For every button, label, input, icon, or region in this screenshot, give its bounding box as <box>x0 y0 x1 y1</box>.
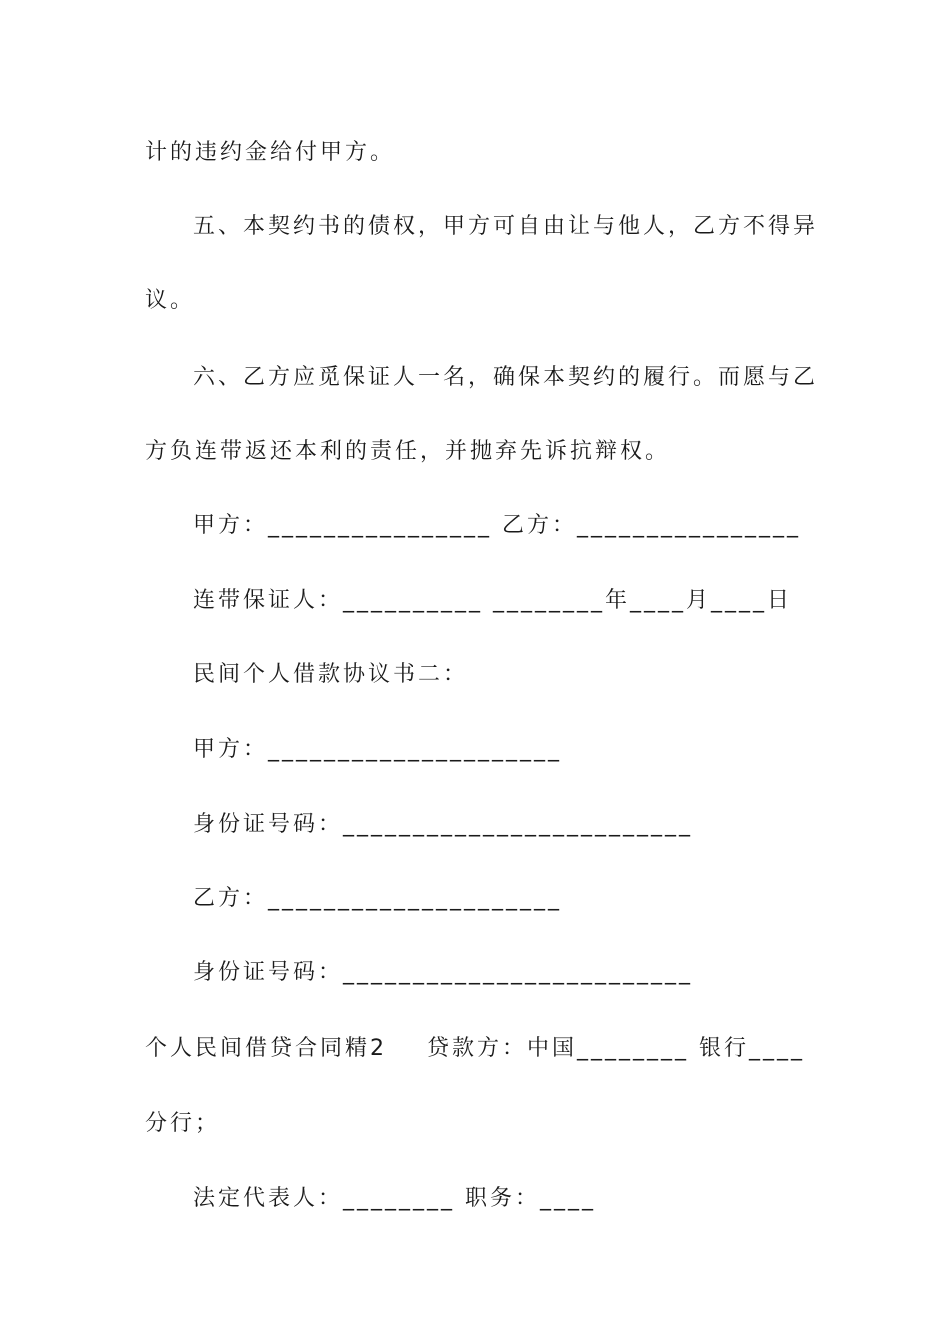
clause-five-line: 五、本契约书的债权，甲方可自由让与他人，乙方不得异 <box>193 214 819 239</box>
text-line: 议。 <box>145 288 196 313</box>
party-a-field: 甲方：_____________________ <box>193 737 563 762</box>
clause-six-line: 六、乙方应觅保证人一名，确保本契约的履行。而愿与乙 <box>193 365 819 390</box>
text-line: 计的违约金给付甲方。 <box>145 140 396 165</box>
party-b-field: 乙方：_____________________ <box>193 886 563 911</box>
text-line: 方负连带返还本利的责任，并抛弃先诉抗辩权。 <box>145 439 671 464</box>
section-heading: 民间个人借款协议书二： <box>193 662 469 687</box>
guarantor-date-line: 连带保证人：__________ ________年____月____日 <box>193 588 792 613</box>
text-line: 分行； <box>145 1111 221 1136</box>
party-a-id-field: 身份证号码：_________________________ <box>193 812 694 837</box>
party-b-id-field: 身份证号码：_________________________ <box>193 960 694 985</box>
legal-representative-line: 法定代表人：________ 职务：____ <box>193 1186 596 1211</box>
contract-heading-line: 个人民间借贷合同精2 贷款方：中国________ 银行____ <box>145 1036 805 1061</box>
party-signature-line: 甲方：________________ 乙方：________________ <box>193 513 801 538</box>
